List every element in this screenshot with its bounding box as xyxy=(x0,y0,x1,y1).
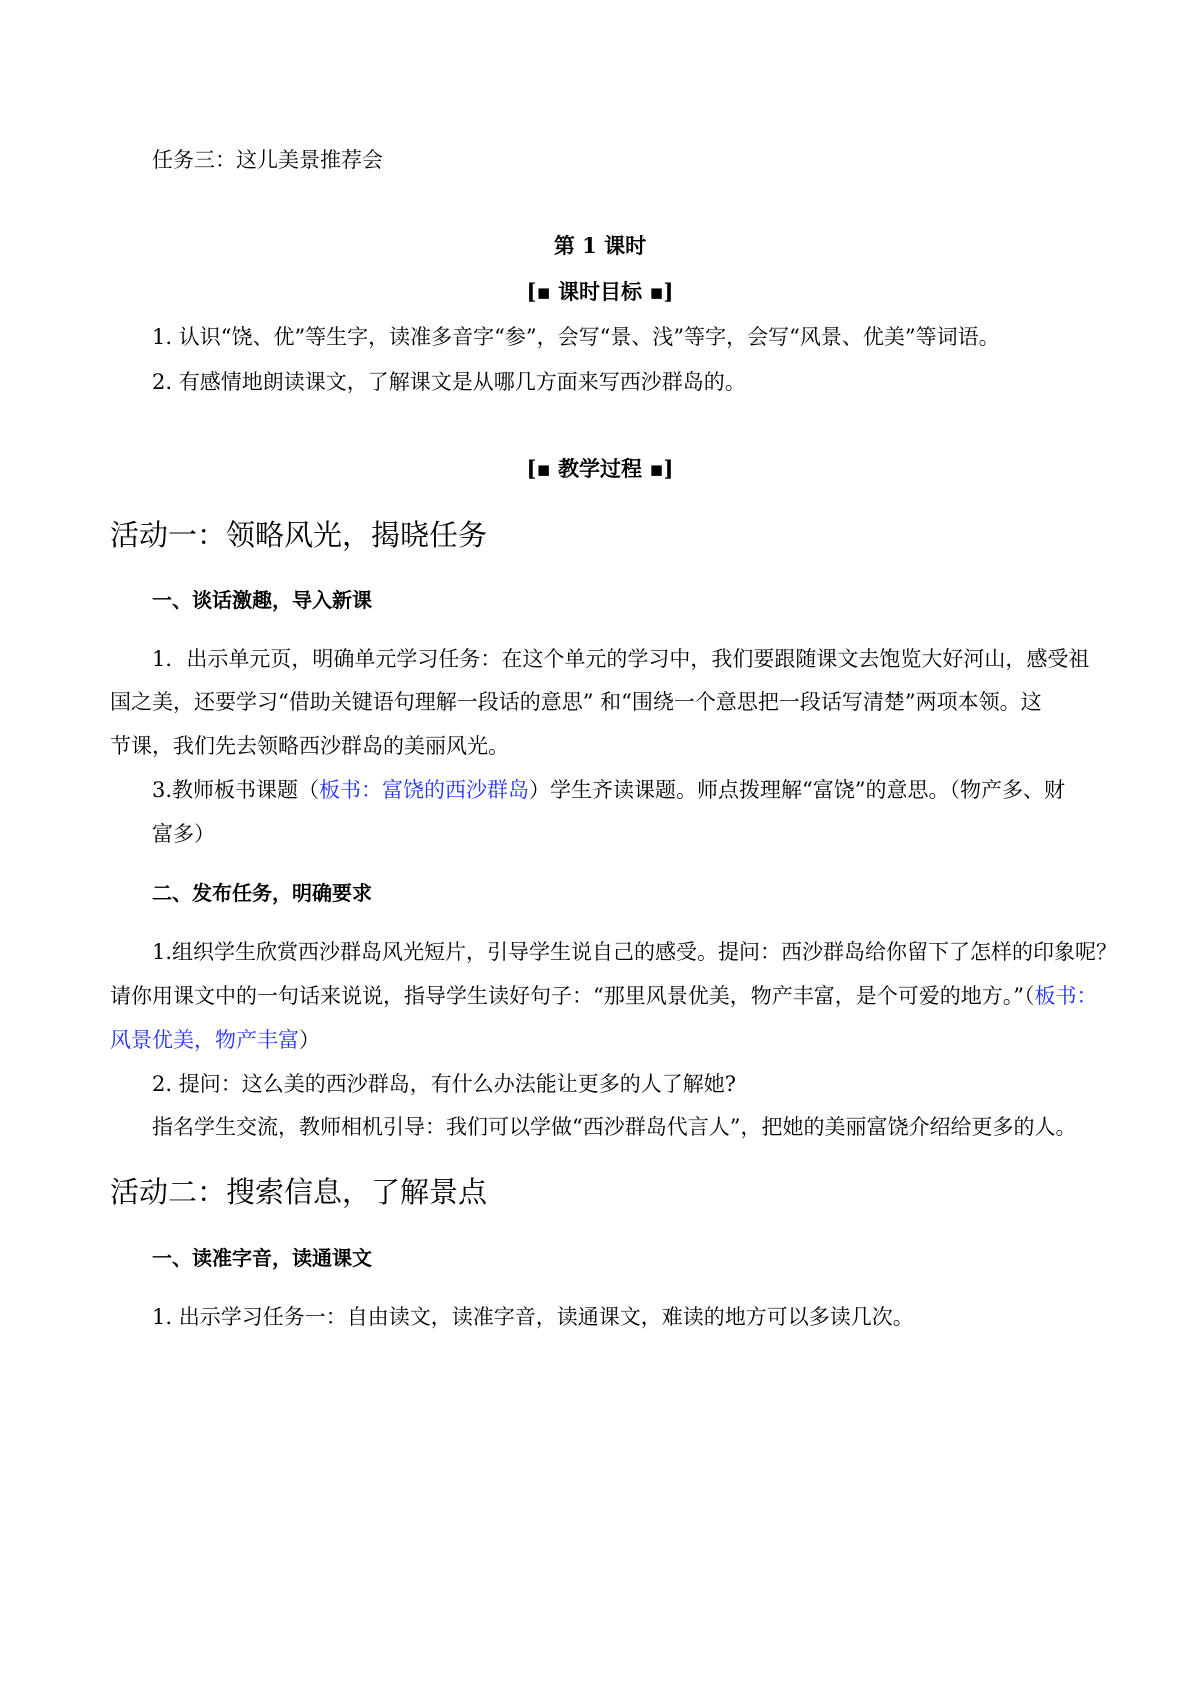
goals-heading xyxy=(0,277,1200,307)
paragraph-line xyxy=(110,1025,320,1055)
paragraph-line: 1.组织学生欣赏西沙群岛风光短片，引导学生说自己的感受。提问：西沙群岛给你留下了怎样的印象呢？ xyxy=(152,940,1118,964)
activity-one-section-2-title: 二、发布任务，明确要求 xyxy=(152,881,372,905)
text-run: 3.教师板书课题（ xyxy=(152,778,320,802)
board-note: 板书： xyxy=(1034,984,1098,1008)
activity-one-title: 活动一：领略风光，揭晓任务 xyxy=(110,518,488,552)
process-heading xyxy=(0,454,1200,484)
text-run: ） xyxy=(299,1028,320,1052)
goals-heading-text: 课时目标 xyxy=(558,279,642,304)
text-run: ）学生齐读课题。师点拨理解“富饶”的意思。（物产多、财 xyxy=(529,778,1066,802)
paragraph-line: 2. 提问：这么美的西沙群岛，有什么办法能让更多的人了解她? xyxy=(152,1072,736,1096)
bracket-open: [▪ xyxy=(526,456,551,481)
goal-item-1: 1. 认识“饶、优”等生字，读准多音字“参”，会写“景、浅”等字，会写“风景、优美”等词语。 xyxy=(152,325,1000,349)
board-note: 风景优美，物产丰富 xyxy=(110,1028,299,1052)
paragraph-line: 1．出示单元页，明确单元学习任务：在这个单元的学习中，我们要跟随课文去饱览大好河山，感受祖 xyxy=(152,647,1090,671)
board-note: 板书：富饶的西沙群岛 xyxy=(319,778,530,802)
paragraph-line xyxy=(152,775,1065,805)
text-run: 请你用课文中的一句话来说说，指导学生读好句子：“那里风景优美，物产丰富，是个可爱的地方。”（ xyxy=(110,984,1035,1008)
activity-two-section-1-title: 一、读准字音，读通课文 xyxy=(152,1246,372,1270)
activity-two-title: 活动二：搜索信息，了解景点 xyxy=(110,1175,488,1209)
paragraph-line xyxy=(110,981,1097,1011)
period-title: 第 1 课时 xyxy=(553,233,647,258)
paragraph-line: 1. 出示学习任务一：自由读文，读准字音，读通课文，难读的地方可以多读几次。 xyxy=(152,1305,914,1329)
paragraph-line: 国之美，还要学习“借助关键语句理解一段话的意思” 和“围绕一个意思把一段话写清楚”两项本领。这 xyxy=(110,690,1042,714)
process-heading-text: 教学过程 xyxy=(558,456,642,481)
task-three-line: 任务三：这儿美景推荐会 xyxy=(152,148,383,172)
bracket-close: ▪] xyxy=(649,279,674,304)
bracket-close: ▪] xyxy=(649,456,674,481)
activity-one-section-1-title: 一、谈话激趣，导入新课 xyxy=(152,588,372,612)
paragraph-line: 节课，我们先去领略西沙群岛的美丽风光。 xyxy=(110,734,509,758)
bracket-open: [▪ xyxy=(526,279,551,304)
goal-item-2: 2. 有感情地朗读课文，了解课文是从哪几方面来写西沙群岛的。 xyxy=(152,370,746,394)
paragraph-line: 富多） xyxy=(152,822,215,846)
paragraph-line: 指名学生交流，教师相机引导：我们可以学做“西沙群岛代言人”，把她的美丽富饶介绍给更多的人。 xyxy=(152,1115,1077,1139)
